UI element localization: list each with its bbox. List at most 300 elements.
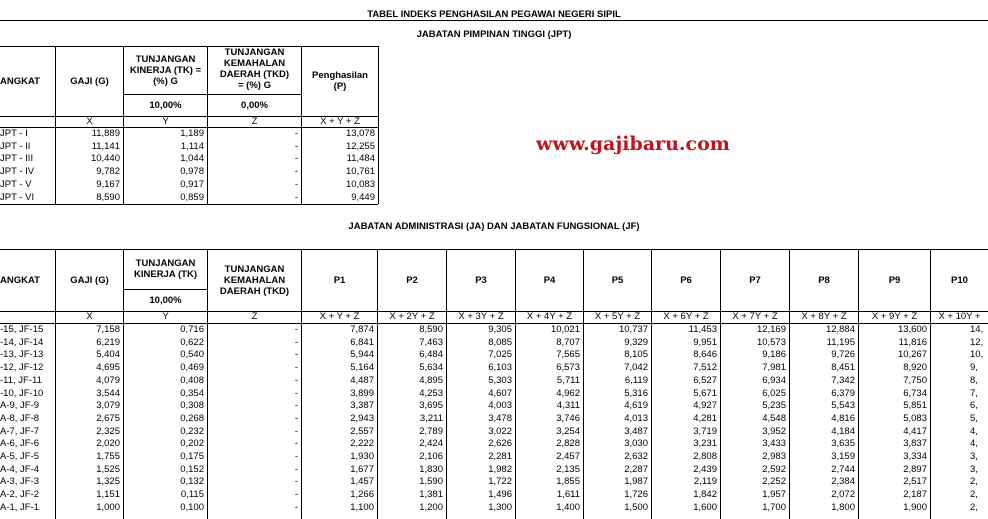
row-label: A-5, JF-5 bbox=[0, 451, 40, 462]
tkd-value: - bbox=[294, 501, 298, 513]
ja-symbol-p9: X + 9Y + Z bbox=[871, 311, 918, 322]
p4-value: 2,457 bbox=[556, 451, 580, 462]
penghasilan-value: 10,083 bbox=[345, 178, 375, 190]
p6-value: 7,512 bbox=[693, 362, 717, 374]
p10-value: 9, bbox=[970, 362, 978, 374]
ja-symbol-z: Z bbox=[251, 311, 258, 322]
table-row bbox=[0, 337, 988, 348]
row-label: A-4, JF-4 bbox=[0, 463, 40, 475]
p1-value: 4,487 bbox=[350, 374, 374, 386]
p5-value: 4,013 bbox=[624, 412, 648, 424]
p3-value: 6,103 bbox=[488, 362, 512, 374]
p8-value: 7,342 bbox=[831, 374, 855, 386]
table-row bbox=[0, 388, 988, 399]
tkd-value: - bbox=[294, 374, 298, 386]
ja-header-p9: P9 bbox=[888, 274, 901, 286]
tk-value: 0,100 bbox=[180, 501, 204, 513]
ja-header-p1: P1 bbox=[333, 274, 346, 286]
p8-value: 12,884 bbox=[825, 324, 855, 335]
tk-value: 0,132 bbox=[180, 476, 204, 488]
p6-value: 5,671 bbox=[693, 387, 717, 399]
jpt-header-tk: TUNJANGAN KINERJA (TK) = (%) G bbox=[129, 53, 202, 87]
tk-value: 0,540 bbox=[180, 349, 204, 361]
p6-value: 9,951 bbox=[693, 336, 717, 348]
p9-value: 2,517 bbox=[903, 476, 927, 488]
table-row bbox=[0, 192, 378, 203]
p2-value: 4,895 bbox=[419, 374, 443, 386]
ja-symbol-p8: X + 8Y + Z bbox=[801, 311, 847, 322]
p7-value: 6,934 bbox=[762, 374, 786, 386]
jpt-symbol-x: X bbox=[86, 116, 93, 127]
p9-value: 5,851 bbox=[903, 400, 927, 412]
p10-value: 5, bbox=[970, 412, 978, 424]
tkd-value: - bbox=[294, 178, 298, 190]
p10-value: 12, bbox=[970, 336, 984, 348]
p2-value: 1,200 bbox=[419, 501, 443, 513]
jpt-symbol-p: X + Y + Z bbox=[320, 116, 360, 127]
watermark: www.gajibaru.com bbox=[536, 133, 730, 155]
p10-value: 3, bbox=[970, 451, 978, 462]
p10-value: 6, bbox=[970, 400, 978, 412]
p1-value: 3,899 bbox=[350, 387, 374, 399]
row-label: -12, JF-12 bbox=[0, 362, 44, 374]
row-label: JPT - IV bbox=[0, 166, 35, 178]
row-label: A-8, JF-8 bbox=[0, 412, 40, 424]
gaji-value: 8,590 bbox=[96, 191, 120, 203]
gaji-value: 4,695 bbox=[96, 362, 120, 374]
p2-value: 1,381 bbox=[419, 489, 443, 501]
page-title: TABEL INDEKS PENGHASILAN PEGAWAI NEGERI SIPIL bbox=[367, 9, 621, 20]
gaji-value: 11,889 bbox=[91, 128, 120, 139]
gaji-value: 1,151 bbox=[96, 489, 120, 501]
p7-value: 9,186 bbox=[762, 349, 786, 361]
p3-value: 1,496 bbox=[488, 489, 512, 501]
tkd-value: - bbox=[294, 128, 298, 139]
tkd-value: - bbox=[294, 336, 298, 348]
jpt-percent-tkd: 0,00% bbox=[241, 99, 268, 111]
p2-value: 7,463 bbox=[419, 336, 443, 348]
ja-header-pangkat: ANGKAT bbox=[0, 274, 40, 286]
p9-value: 1,900 bbox=[903, 501, 927, 513]
p8-value: 2,384 bbox=[831, 476, 855, 488]
p2-value: 1,830 bbox=[419, 463, 443, 475]
tk-value: 0,978 bbox=[180, 166, 204, 178]
p6-value: 2,808 bbox=[693, 451, 717, 462]
penghasilan-value: 9,449 bbox=[351, 191, 375, 203]
ja-header-p3: P3 bbox=[475, 274, 487, 286]
p7-value: 3,433 bbox=[762, 438, 786, 450]
p7-value: 6,025 bbox=[762, 387, 786, 399]
gaji-value: 3,079 bbox=[96, 400, 120, 412]
p6-value: 4,927 bbox=[693, 400, 717, 412]
p8-value: 3,635 bbox=[831, 438, 855, 450]
p5-value: 1,500 bbox=[624, 501, 648, 513]
row-label: A-2, JF-2 bbox=[0, 489, 40, 501]
p2-value: 2,789 bbox=[419, 425, 443, 437]
tkd-value: - bbox=[294, 438, 298, 450]
p6-value: 11,453 bbox=[688, 324, 717, 335]
table-row bbox=[0, 426, 988, 437]
p4-value: 1,611 bbox=[556, 489, 580, 501]
p9-value: 3,334 bbox=[903, 451, 927, 462]
table-row bbox=[0, 489, 988, 500]
p4-value: 7,565 bbox=[556, 349, 580, 361]
penghasilan-value: 11,484 bbox=[346, 153, 375, 165]
p3-value: 2,281 bbox=[488, 451, 512, 462]
p3-value: 4,607 bbox=[488, 387, 512, 399]
tk-value: 0,354 bbox=[180, 387, 204, 399]
p1-value: 6,841 bbox=[350, 336, 374, 348]
p3-value: 2,626 bbox=[488, 438, 512, 450]
p1-value: 1,677 bbox=[350, 463, 374, 475]
tkd-value: - bbox=[294, 191, 298, 203]
p4-value: 1,400 bbox=[556, 501, 580, 513]
p7-value: 10,573 bbox=[756, 336, 786, 348]
p9-value: 2,187 bbox=[903, 489, 927, 501]
p8-value: 11,195 bbox=[826, 336, 855, 348]
ja-header-p10: P10 bbox=[951, 274, 968, 286]
tkd-value: - bbox=[294, 387, 298, 399]
p6-value: 3,719 bbox=[693, 425, 717, 437]
gaji-value: 2,675 bbox=[96, 412, 120, 424]
tk-value: 0,716 bbox=[180, 324, 204, 335]
p10-value: 14, bbox=[970, 324, 984, 335]
tk-value: 0,622 bbox=[180, 336, 204, 348]
p6-value: 4,281 bbox=[693, 412, 717, 424]
row-label: A-9, JF-9 bbox=[0, 400, 40, 412]
ja-symbol-p6: X + 6Y + Z bbox=[663, 311, 709, 322]
tk-value: 1,114 bbox=[180, 140, 204, 152]
p4-value: 2,135 bbox=[556, 463, 580, 475]
table-row bbox=[0, 400, 988, 411]
p1-value: 1,457 bbox=[350, 476, 374, 488]
ja-symbol-p4: X + 4Y + Z bbox=[526, 311, 573, 322]
p7-value: 1,957 bbox=[762, 489, 786, 501]
p10-value: 2, bbox=[970, 501, 978, 513]
p3-value: 4,003 bbox=[488, 400, 512, 412]
p6-value: 2,119 bbox=[693, 476, 717, 488]
p2-value: 5,634 bbox=[419, 362, 443, 374]
p10-value: 10, bbox=[970, 349, 984, 361]
table-row bbox=[0, 179, 378, 190]
ja-symbol-p10: X + 10Y + bbox=[938, 311, 981, 322]
p4-value: 3,746 bbox=[556, 412, 580, 424]
p8-value: 4,816 bbox=[831, 412, 855, 424]
p5-value: 2,632 bbox=[624, 451, 648, 462]
p3-value: 1,300 bbox=[488, 501, 512, 513]
p1-value: 5,944 bbox=[350, 349, 374, 361]
p1-value: 5,164 bbox=[350, 362, 374, 374]
gaji-value: 3,544 bbox=[96, 387, 120, 399]
p8-value: 6,379 bbox=[831, 387, 855, 399]
p5-value: 5,316 bbox=[624, 387, 648, 399]
gaji-value: 1,325 bbox=[96, 476, 120, 488]
jpt-header-gaji: GAJI (G) bbox=[70, 75, 109, 87]
row-label: A-7, JF-7 bbox=[0, 425, 40, 437]
p3-value: 1,722 bbox=[488, 476, 512, 488]
tk-value: 0,308 bbox=[180, 400, 204, 412]
p5-value: 7,042 bbox=[624, 362, 648, 374]
p2-value: 2,424 bbox=[419, 438, 443, 450]
penghasilan-value: 10,761 bbox=[345, 166, 375, 178]
p9-value: 2,897 bbox=[903, 463, 927, 475]
tk-value: 0,115 bbox=[180, 489, 204, 501]
row-label: -13, JF-13 bbox=[0, 349, 44, 361]
row-label: -14, JF-14 bbox=[0, 336, 44, 348]
ja-header-p6: P6 bbox=[680, 274, 692, 286]
p5-value: 1,987 bbox=[624, 476, 648, 488]
ja-header-p4: P4 bbox=[543, 274, 556, 286]
table-row bbox=[0, 349, 988, 360]
p9-value: 3,837 bbox=[903, 438, 927, 450]
ja-symbol-y: Y bbox=[162, 311, 169, 322]
table-row bbox=[0, 451, 988, 462]
p5-value: 1,726 bbox=[624, 489, 648, 501]
p5-value: 2,287 bbox=[624, 463, 648, 475]
p4-value: 8,707 bbox=[556, 336, 580, 348]
p1-value: 7,874 bbox=[350, 324, 374, 335]
p3-value: 3,478 bbox=[488, 412, 512, 424]
p8-value: 5,543 bbox=[831, 400, 855, 412]
tkd-value: - bbox=[294, 463, 298, 475]
table-row bbox=[0, 438, 988, 449]
ja-symbol-p7: X + 7Y + Z bbox=[732, 311, 778, 322]
tkd-value: - bbox=[294, 451, 298, 462]
p9-value: 7,750 bbox=[903, 374, 927, 386]
p6-value: 1,600 bbox=[693, 501, 717, 513]
p10-value: 8, bbox=[970, 374, 978, 386]
p10-value: 4, bbox=[970, 438, 978, 450]
tk-value: 0,175 bbox=[180, 451, 204, 462]
tkd-value: - bbox=[294, 400, 298, 412]
penghasilan-value: 12,255 bbox=[345, 140, 375, 152]
ja-section-title: JABATAN ADMINISTRASI (JA) DAN JABATAN FUNGSIONAL (JF) bbox=[348, 221, 640, 232]
tk-value: 0,232 bbox=[180, 425, 204, 437]
p2-value: 2,106 bbox=[419, 451, 443, 462]
p3-value: 7,025 bbox=[488, 349, 512, 361]
table-row bbox=[0, 464, 988, 475]
p9-value: 6,734 bbox=[903, 387, 927, 399]
row-label: A-3, JF-3 bbox=[0, 476, 40, 488]
ja-symbol-p2: X + 2Y + Z bbox=[389, 311, 435, 322]
p1-value: 2,557 bbox=[350, 425, 374, 437]
p1-value: 2,222 bbox=[350, 438, 374, 450]
table-row bbox=[0, 141, 378, 152]
p4-value: 4,962 bbox=[556, 387, 580, 399]
ja-symbol-p5: X + 5Y + Z bbox=[594, 311, 641, 322]
p3-value: 1,982 bbox=[488, 463, 512, 475]
ja-header-tk: TUNJANGAN KINERJA (TK) bbox=[134, 258, 197, 280]
p10-value: 3, bbox=[970, 463, 978, 475]
tk-value: 0,152 bbox=[180, 463, 204, 475]
p2-value: 8,590 bbox=[419, 324, 443, 335]
jpt-header-tkd: TUNJANGAN KEMAHALAN DAERAH (TKD) = (%) G bbox=[219, 47, 290, 91]
row-label: A-6, JF-6 bbox=[0, 438, 40, 450]
p2-value: 1,590 bbox=[419, 476, 443, 488]
p3-value: 8,085 bbox=[488, 336, 512, 348]
tkd-value: - bbox=[294, 140, 298, 152]
p9-value: 11,816 bbox=[898, 336, 927, 348]
p9-value: 8,920 bbox=[903, 362, 927, 374]
gaji-value: 5,404 bbox=[96, 349, 120, 361]
p7-value: 12,169 bbox=[756, 324, 786, 335]
p4-value: 10,021 bbox=[550, 324, 580, 335]
gaji-value: 1,525 bbox=[96, 463, 120, 475]
table-row bbox=[0, 413, 988, 424]
ja-header-p5: P5 bbox=[611, 274, 624, 286]
tkd-value: - bbox=[294, 362, 298, 374]
p10-value: 2, bbox=[970, 476, 978, 488]
p8-value: 3,159 bbox=[831, 451, 855, 462]
jpt-percent-tk: 10,00% bbox=[149, 99, 182, 111]
gaji-value: 2,325 bbox=[96, 425, 120, 437]
row-label: -15, JF-15 bbox=[0, 324, 44, 335]
p7-value: 3,952 bbox=[762, 425, 786, 437]
p8-value: 8,451 bbox=[831, 362, 855, 374]
p3-value: 3,022 bbox=[488, 425, 512, 437]
p4-value: 4,311 bbox=[556, 400, 580, 412]
row-label: A-1, JF-1 bbox=[0, 501, 40, 513]
tkd-value: - bbox=[294, 476, 298, 488]
ja-percent-tk: 10,00% bbox=[149, 294, 182, 306]
p1-value: 1,266 bbox=[350, 489, 374, 501]
tkd-value: - bbox=[294, 324, 298, 335]
p7-value: 2,983 bbox=[762, 451, 786, 462]
p2-value: 3,695 bbox=[419, 400, 443, 412]
jpt-section-title: JABATAN PIMPINAN TINGGI (JPT) bbox=[416, 29, 572, 40]
p2-value: 3,211 bbox=[419, 412, 443, 424]
p10-value: 2, bbox=[970, 489, 978, 501]
p8-value: 9,726 bbox=[831, 349, 855, 361]
row-label: JPT - III bbox=[0, 153, 34, 165]
p4-value: 1,855 bbox=[556, 476, 580, 488]
tkd-value: - bbox=[294, 412, 298, 424]
gaji-value: 10,440 bbox=[90, 153, 120, 165]
tkd-value: - bbox=[294, 166, 298, 178]
jpt-header-pangkat: ANGKAT bbox=[0, 75, 40, 87]
p10-value: 4, bbox=[970, 425, 978, 437]
p2-value: 6,484 bbox=[419, 349, 443, 361]
row-label: -11, JF-11 bbox=[0, 374, 42, 386]
p7-value: 2,252 bbox=[762, 476, 786, 488]
row-label: JPT - II bbox=[0, 140, 31, 152]
tk-value: 1,189 bbox=[180, 128, 204, 139]
table-row bbox=[0, 166, 378, 177]
table-row bbox=[0, 324, 988, 335]
p8-value: 4,184 bbox=[831, 425, 855, 437]
p6-value: 6,527 bbox=[693, 374, 717, 386]
p9-value: 4,417 bbox=[903, 425, 927, 437]
tkd-value: - bbox=[294, 349, 298, 361]
p5-value: 8,105 bbox=[624, 349, 648, 361]
p3-value: 9,305 bbox=[488, 324, 512, 335]
table-row bbox=[0, 153, 378, 164]
tkd-value: - bbox=[294, 425, 298, 437]
table-row bbox=[0, 476, 988, 487]
p6-value: 2,439 bbox=[693, 463, 717, 475]
table-row bbox=[0, 375, 988, 386]
p3-value: 5,303 bbox=[488, 374, 512, 386]
p1-value: 2,943 bbox=[350, 412, 374, 424]
row-label: JPT - VI bbox=[0, 191, 35, 203]
row-label: JPT - V bbox=[0, 178, 32, 190]
gaji-value: 6,219 bbox=[96, 336, 120, 348]
table-row bbox=[0, 502, 988, 513]
gaji-value: 1,755 bbox=[96, 451, 120, 462]
tkd-value: - bbox=[294, 489, 298, 501]
ja-symbol-p3: X + 3Y + Z bbox=[458, 311, 504, 322]
ja-header-p8: P8 bbox=[818, 274, 830, 286]
tk-value: 0,408 bbox=[180, 374, 204, 386]
ja-symbol-x: X bbox=[86, 311, 93, 322]
ja-symbol-p1: X + Y + Z bbox=[319, 311, 360, 322]
table-row bbox=[0, 362, 988, 373]
p6-value: 3,231 bbox=[693, 438, 717, 450]
table-row bbox=[0, 128, 378, 139]
p7-value: 4,548 bbox=[762, 412, 786, 424]
gaji-value: 1,000 bbox=[96, 501, 120, 513]
p7-value: 7,981 bbox=[762, 362, 786, 374]
p2-value: 4,253 bbox=[419, 387, 443, 399]
p4-value: 6,573 bbox=[556, 362, 580, 374]
p6-value: 1,842 bbox=[693, 489, 717, 501]
ja-header-gaji: GAJI (G) bbox=[70, 274, 109, 286]
p5-value: 9,329 bbox=[624, 336, 648, 348]
p5-value: 10,737 bbox=[618, 324, 648, 335]
p1-value: 1,930 bbox=[350, 451, 374, 462]
jpt-symbol-y: Y bbox=[162, 116, 169, 127]
gaji-value: 2,020 bbox=[96, 438, 120, 450]
jpt-header-penghasilan: Penghasilan (P) bbox=[312, 70, 368, 92]
p9-value: 13,600 bbox=[897, 324, 927, 335]
gaji-value: 4,079 bbox=[96, 374, 120, 386]
p8-value: 1,800 bbox=[831, 501, 855, 513]
tkd-value: - bbox=[294, 153, 298, 165]
p7-value: 1,700 bbox=[762, 501, 786, 513]
row-label: -10, JF-10 bbox=[0, 387, 44, 399]
p4-value: 5,711 bbox=[556, 374, 580, 386]
row-label: JPT - I bbox=[0, 128, 28, 139]
ja-header-tkd: TUNJANGAN KEMAHALAN DAERAH (TKD) bbox=[219, 263, 290, 297]
p10-value: 7, bbox=[970, 387, 978, 399]
tk-value: 0,859 bbox=[180, 191, 204, 203]
p5-value: 3,487 bbox=[624, 425, 648, 437]
p5-value: 6,119 bbox=[624, 374, 648, 386]
tk-value: 0,202 bbox=[180, 438, 204, 450]
gaji-value: 11,141 bbox=[91, 140, 120, 152]
jpt-symbol-z: Z bbox=[251, 116, 258, 127]
gaji-value: 9,167 bbox=[96, 178, 120, 190]
p4-value: 2,828 bbox=[556, 438, 580, 450]
p4-value: 3,254 bbox=[556, 425, 580, 437]
p9-value: 10,267 bbox=[897, 349, 927, 361]
tk-value: 0,469 bbox=[180, 362, 204, 374]
p8-value: 2,072 bbox=[831, 489, 855, 501]
p5-value: 4,619 bbox=[624, 400, 648, 412]
gaji-value: 9,782 bbox=[96, 166, 120, 178]
p5-value: 3,030 bbox=[624, 438, 648, 450]
p1-value: 1,100 bbox=[350, 501, 374, 513]
ja-header-p2: P2 bbox=[406, 274, 418, 286]
tk-value: 0,268 bbox=[180, 412, 204, 424]
p1-value: 3,387 bbox=[350, 400, 374, 412]
tk-value: 0,917 bbox=[180, 178, 204, 190]
p7-value: 2,592 bbox=[762, 463, 786, 475]
p6-value: 8,646 bbox=[693, 349, 717, 361]
p8-value: 2,744 bbox=[831, 463, 855, 475]
gaji-value: 7,158 bbox=[96, 324, 120, 335]
ja-header-p7: P7 bbox=[749, 274, 761, 286]
